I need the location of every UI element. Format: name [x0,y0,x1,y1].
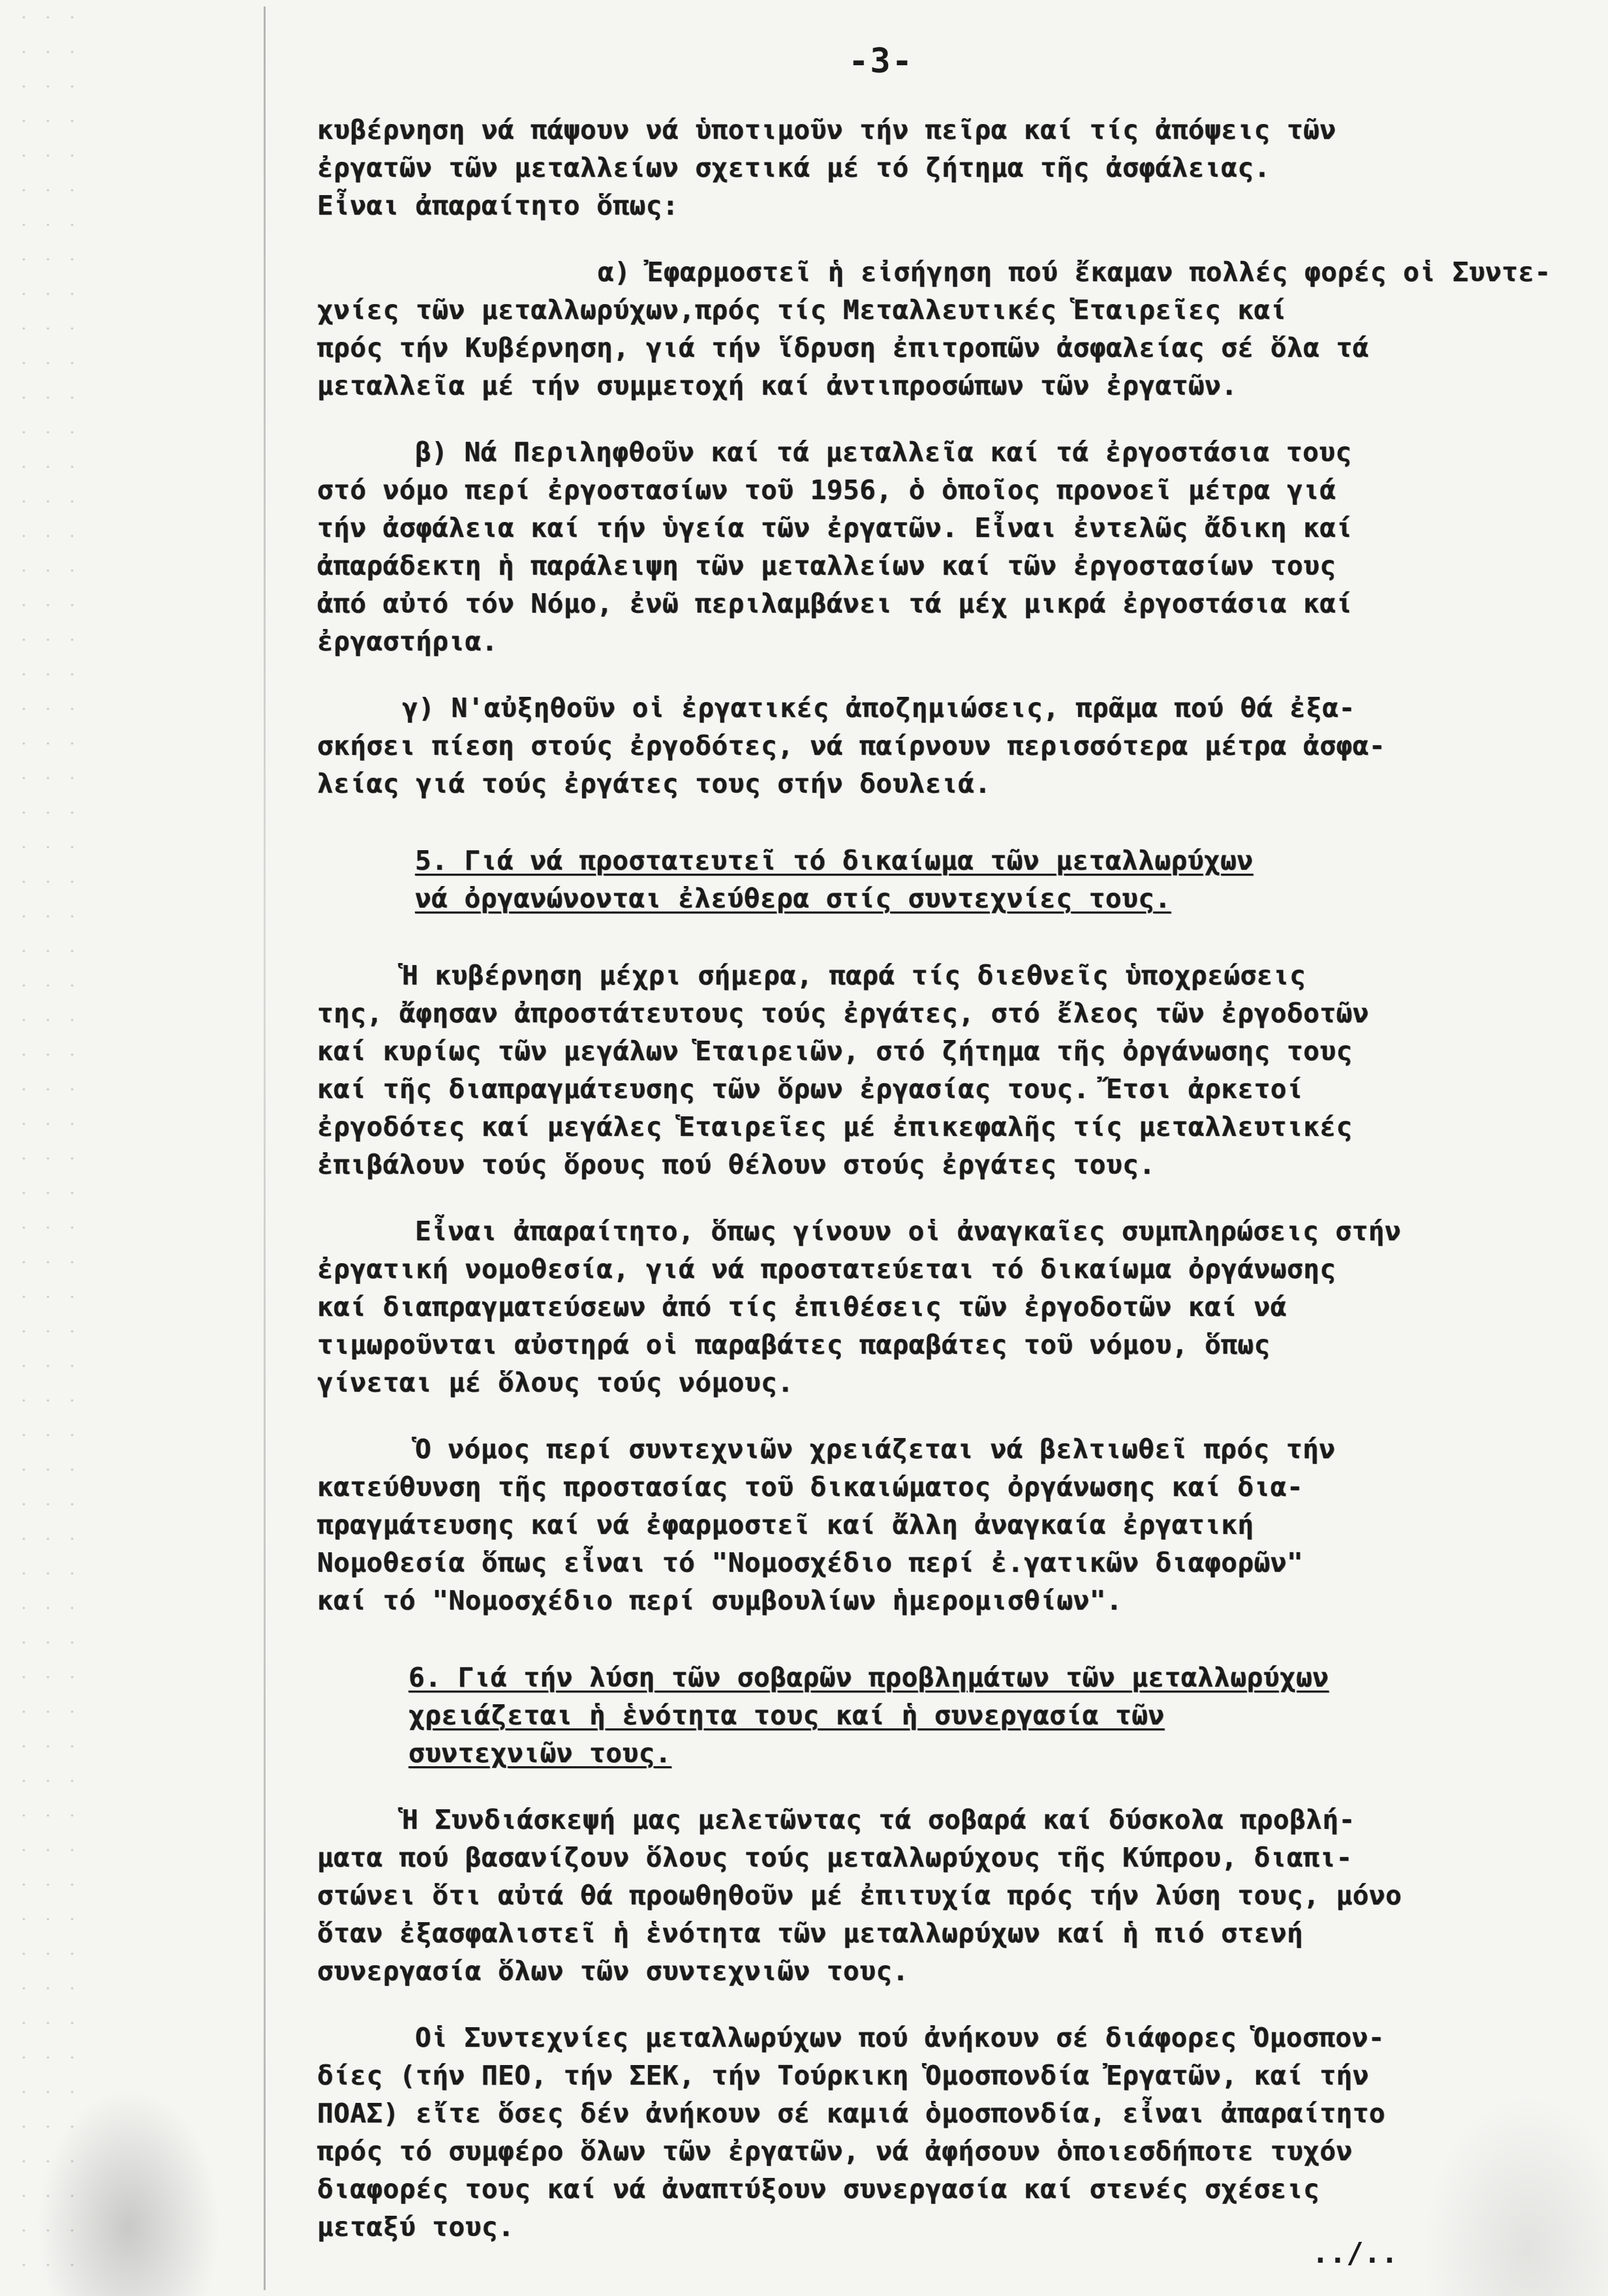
text-line: Εἶναι ἀπαραίτητο ὅπως: [317,190,679,221]
text-line: τήν ἀσφάλεια καί τήν ὑγεία τῶν ἐργατῶν. Εἶναι ἐντελῶς ἄδικη καί [317,512,1353,543]
paragraph [317,1801,1590,1990]
text-line: ἐργοδότες καί μεγάλες Ἑταιρεῖες μέ ἐπικεφαλῆς τίς μεταλλευτικές [317,1111,1353,1142]
paragraph [317,433,1590,660]
paragraph [317,1430,1590,1619]
text-line: ἐργατική νομοθεσία, γιά νά προστατεύεται τό δικαίωμα ὀργάνωσης [317,1253,1337,1285]
text-line: ΠΟΑΣ) εἴτε ὅσες δέν ἀνήκουν σέ καμιά ὁμοσπονδία, εἶναι ἀπαραίτητο [317,2098,1385,2129]
text-line: ὅταν ἐξασφαλιστεῖ ἡ ἑνότητα τῶν μεταλλωρύχων καί ἡ πιό στενή [317,1918,1304,1949]
text-line: α) Ἐφαρμοστεῖ ἡ εἰσήγηση πού ἔκαμαν πολλές φορές οἱ Συντε- [598,256,1551,288]
section-heading [317,1659,1590,1772]
paragraph [317,2019,1590,2246]
spacer [317,917,1590,957]
spacer [317,224,1590,253]
text-line: Ἡ Συνδιάσκεψή μας μελετῶντας τά σοβαρά καί δύσκολα προβλή- [402,1804,1355,1835]
text-line: καί κυρίως τῶν μεγάλων Ἑταιρειῶν, στό ζήτημα τῆς ὀργάνωσης τους [317,1035,1353,1067]
text-line: καί διαπραγματεύσεων ἀπό τίς ἐπιθέσεις τῶν ἐργοδοτῶν καί νά [317,1291,1287,1323]
text-line: σκήσει πίεση στούς ἐργοδότες, νά παίρνουν περισσότερα μέτρα ἀσφα- [317,730,1385,761]
text-line: κατεύθυνση τῆς προστασίας τοῦ δικαιώματος ὀργάνωσης καί δια- [317,1471,1304,1503]
text-line: γ) Ν'αὐξηθοῦν οἱ ἐργατικές ἀποζημιώσεις, πρᾶμα πού θά ἐξα- [402,692,1355,724]
text-line: ἀπαράδεκτη ἡ παράλειψη τῶν μεταλλείων καί τῶν ἐργοστασίων τους [317,550,1337,581]
text-line: συνεργασία ὅλων τῶν συντεχνιῶν τους. [317,1955,909,1987]
spacer [317,1401,1590,1430]
text-line: 5. Γιά νά προστατευτεῖ τό δικαίωμα τῶν μεταλλωρύχων [415,845,1254,876]
text-line: ἀπό αὐτό τόν Νόμο, ἐνῶ περιλαμβάνει τά μέχ μικρά ἐργοστάσια καί [317,588,1353,619]
margin-line [264,7,266,2290]
paragraph [317,689,1590,803]
text-line: χρειάζεται ἡ ἑνότητα τους καί ἡ συνεργασία τῶν [409,1700,1165,1731]
continuation-mark: ../.. [1312,2237,1399,2270]
text-line: καί τό "Νομοσχέδιο περί συμβουλίων ἡμερομισθίων". [317,1585,1123,1616]
spacer [317,1990,1590,2019]
text-line: συντεχνιῶν τους. [409,1737,672,1769]
text-line: Οἱ Συντεχνίες μεταλλωρύχων πού ἀνήκουν σέ διάφορες Ὁμοσπον- [415,2022,1385,2053]
page-number: -3- [848,42,914,81]
spacer [317,405,1590,433]
document-body [317,111,1590,2246]
text-line: δίες (τήν ΠΕΟ, τήν ΣΕΚ, τήν Τούρκικη Ὁμοσπονδία Ἐργατῶν, καί τήν [317,2060,1369,2091]
text-line: Ὁ νόμος περί συντεχνιῶν χρειάζεται νά βελτιωθεῖ πρός τήν [415,1433,1336,1465]
spacer [317,1619,1590,1659]
spacer [317,660,1590,689]
text-line: χνίες τῶν μεταλλωρύχων,πρός τίς Μεταλλευτικές Ἑταιρεῖες καί [317,294,1287,326]
text-line: πρός τήν Κυβέρνηση, γιά τήν ἵδρυση ἐπιτροπῶν ἀσφαλείας σέ ὅλα τά [317,332,1369,363]
paragraph [317,1212,1590,1401]
text-line: Νομοθεσία ὅπως εἶναι τό "Νομοσχέδιο περί ἐ.γατικῶν διαφορῶν" [317,1547,1304,1578]
text-line: 6. Γιά τήν λύση τῶν σοβαρῶν προβλημάτων τῶν μεταλλωρύχων [409,1662,1329,1693]
section-heading [317,842,1590,917]
paragraph [317,253,1590,405]
text-line: Ἡ κυβέρνηση μέχρι σήμερα, παρά τίς διεθνεῖς ὑποχρεώσεις [402,960,1306,991]
text-line: στό νόμο περί ἐργοστασίων τοῦ 1956, ὁ ὁποῖος προνοεῖ μέτρα γιά [317,474,1337,506]
text-line: γίνεται μέ ὅλους τούς νόμους. [317,1367,794,1398]
text-line: τιμωροῦνται αὐστηρά οἱ παραβάτες παραβάτες τοῦ νόμου, ὅπως [317,1329,1271,1360]
text-line: ματα πού βασανίζουν ὅλους τούς μεταλλωρύχους τῆς Κύπρου, διαπι- [317,1842,1353,1873]
spacer [317,803,1590,842]
text-line: διαφορές τους καί νά ἀναπτύξουν συνεργασία καί στενές σχέσεις [317,2173,1320,2205]
text-line: β) Νά Περιληφθοῦν καί τά μεταλλεῖα καί τά ἐργοστάσια τους [415,436,1352,468]
text-line: ἐργατῶν τῶν μεταλλείων σχετικά μέ τό ζήτημα τῆς ἀσφάλειας. [317,152,1271,183]
text-line: κυβέρνηση νά πάψουν νά ὑποτιμοῦν τήν πεῖρα καί τίς ἀπόψεις τῶν [317,114,1337,145]
text-line: καί τῆς διαπραγμάτευσης τῶν ὅρων ἐργασίας τους. Ἔτσι ἀρκετοί [317,1073,1304,1105]
paragraph [317,957,1590,1184]
text-line: νά ὀργανώνονται ἐλεύθερα στίς συντεχνίες τους. [415,883,1171,914]
text-line: μεταλλεῖα μέ τήν συμμετοχή καί ἀντιπροσώπων τῶν ἐργατῶν. [317,370,1238,401]
spacer [317,1772,1590,1801]
text-line: της, ἄφησαν ἀπροστάτευτους τούς ἐργάτες, στό ἔλεος τῶν ἐργοδοτῶν [317,998,1369,1029]
text-line: ἐργαστήρια. [317,626,499,657]
text-line: λείας γιά τούς ἐργάτες τους στήν δουλειά. [317,768,991,799]
text-line: πραγμάτευσης καί νά ἐφαρμοστεῖ καί ἄλλη ἀναγκαία ἐργατική [317,1509,1254,1540]
text-line: ἐπιβάλουν τούς ὅρους πού θέλουν στούς ἐργάτες τους. [317,1149,1156,1180]
text-line: μεταξύ τους. [317,2211,515,2242]
text-line: Εἶναι ἀπαραίτητο, ὅπως γίνουν οἱ ἀναγκαῖες συμπληρώσεις στήν [415,1216,1402,1247]
text-line: στώνει ὅτι αὐτά θά προωθηθοῦν μέ ἐπιτυχία πρός τήν λύση τους, μόνο [317,1880,1402,1911]
scan-noise [12,0,90,2296]
spacer [317,1184,1590,1212]
paragraph [317,111,1590,224]
text-line: πρός τό συμφέρο ὅλων τῶν ἐργατῶν, νά ἀφήσουν ὁποιεσδήποτε τυχόν [317,2135,1353,2167]
